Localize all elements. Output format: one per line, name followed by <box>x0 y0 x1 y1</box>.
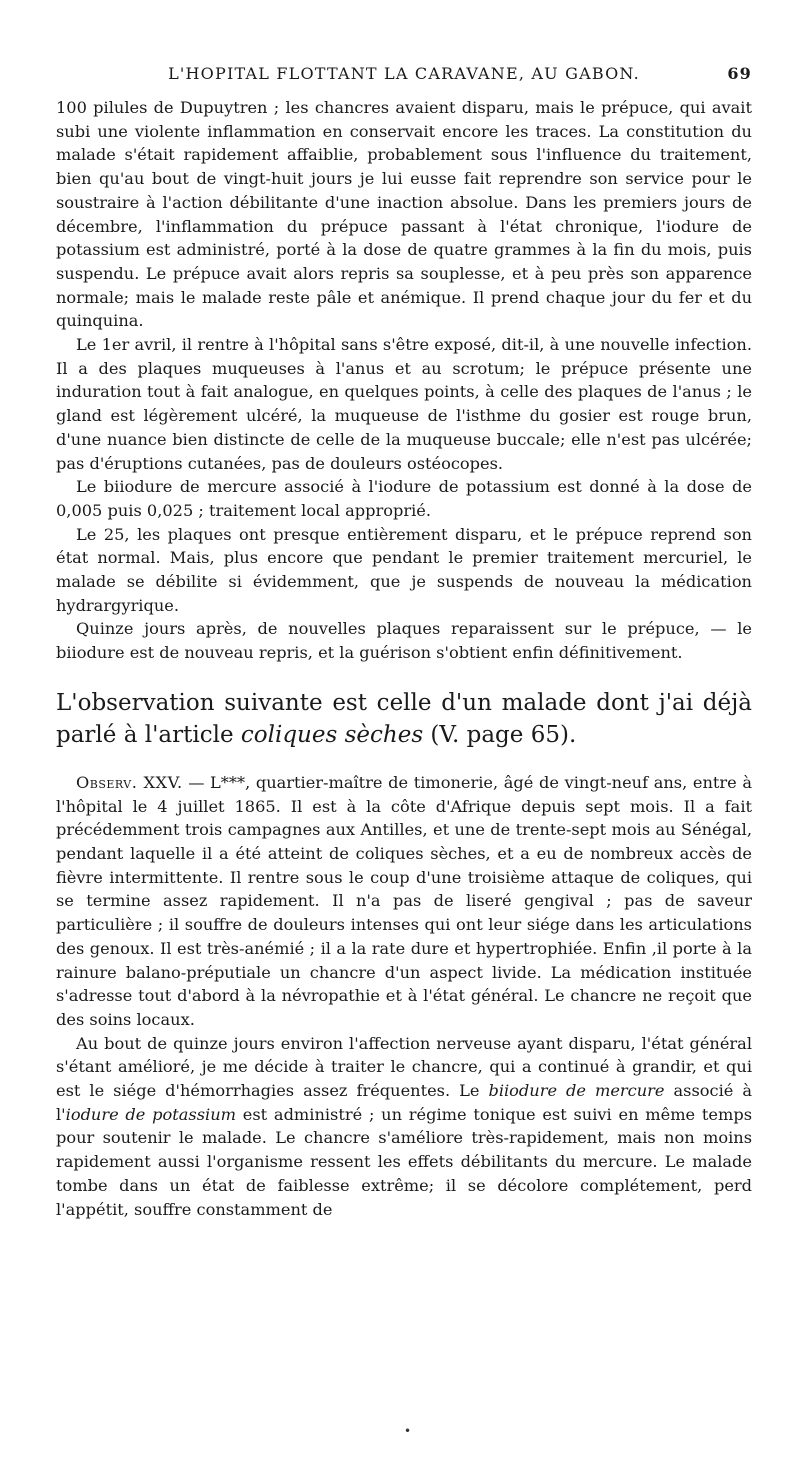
paragraph-treatment <box>56 1032 752 1222</box>
page-number: 69 <box>727 64 752 83</box>
observation-text: — L***, quartier-maître de timonerie, âgé de vingt-neuf ans, entre à l'hôpital le 4 juillet 1865. Il est à la côte d'Afrique depuis sept mois. Il a fait précédemment trois campagnes aux Antilles, et une de trente-sept mois au Sénégal, pendant laquelle il a été atteint de coliques sèches, et a eu de nombreux accès de fièvre intermittente. Il rentre sous le coup d'une troisième attaque de coliques, qui se termine assez rapidement. Il n'a pas de liseré gengival ; pas de saveur particulière ; il souffre de douleurs intenses qui ont leur siége dans les articulations des genoux. Il est très-anémié ; il a la rate dure et hypertrophiée. Enfin ,il porte à la rainure balano-préputiale un chancre d'un aspect livide. La médication instituée s'adresse tout d'abord à la névropathie et à l'état général. Le chancre ne reçoit que des soins locaux. <box>56 772 752 1029</box>
section-heading-text: L'observation suivante est celle d'un malade dont j'ai déjà parlé à l'article <box>56 689 752 748</box>
paragraph-5: Quinze jours après, de nouvelles plaques reparaissent sur le prépuce, — le biiodure est de nouveau repris, et la guérison s'obtient enfin définitivement. <box>56 619 752 663</box>
paragraph-2: Le 1er avril, il rentre à l'hôpital sans s'être exposé, dit-il, à une nouvelle infection. Il a des plaques muqueuses à l'anus et au scrotum; le prépuce présente une induration tout à fait analogue, en quelques points, à celle des plaques de l'anus ; le gland est légèrement ulcéré, la muqueuse de l'isthme du gosier est rouge brun, d'une nuance bien distincte de celle de la muqueuse buccale; elle n'est pas ulcérée; pas d'éruptions cutanées, pas de douleurs ostéocopes. <box>56 335 752 473</box>
paragraph-1: 100 pilules de Dupuytren ; les chancres avaient disparu, mais le prépuce, qui avait subi une violente inflammation en conservait encore les traces. La constitution du malade s'était rapidement affaiblie, probablement sous l'influence du traitement, bien qu'au bout de vingt-huit jours je lui eusse fait reprendre son service pour le soustraire à l'action débilitante d'une inaction absolue. Dans les premiers jours de décembre, l'inflammation du prépuce passant à l'état chronique, l'iodure de potassium est administré, porté à la dose de quatre grammes à la fin du mois, puis suspendu. Le prépuce avait alors repris sa souplesse, et à peu près son apparence normale; mais le malade reste pâle et anémique. Il prend chaque jour du fer et du quinquina. <box>56 98 752 331</box>
running-title: L'HOPITAL FLOTTANT LA CARAVANE, AU GABON. <box>168 64 640 83</box>
paragraph-3: Le biiodure de mercure associé à l'iodure de potassium est donné à la dose de 0,005 puis 0,025 ; traitement local approprié. <box>56 477 752 520</box>
treatment-text-1: Au bout de quinze jours environ l'affection nerveuse ayant disparu, l'état général s'étant amélioré, je me décide à traiter le chancre, qui a continué à grandir, et qui est le siége d'hémorrhagies assez fréquentes. Le <box>56 1033 752 1101</box>
paragraph-4: Le 25, les plaques ont presque entièrement disparu, et le prépuce reprend son état normal. Mais, plus encore que pendant le premier traitement mercuriel, le malade se débilite si évidemment, que je suspends de nouveau la médication hydrargyrique. <box>56 524 752 615</box>
treatment-text-3: est administré ; un régime tonique est suivi en même temps pour soutenir le malade. Le chancre s'améliore très-rapidement, mais non moins rapidement aussi l'organisme ressent les effets débilitants du mercure. Le malade tombe dans un état de faiblesse extrême; il se décolore complétement, perd l'appétit, souffre constamment de <box>56 1104 753 1219</box>
treatment-italic-1: biiodure de mercure <box>488 1081 665 1101</box>
section-heading-reference: (V. page 65). <box>423 721 577 748</box>
section-heading <box>56 687 752 751</box>
treatment-text-2: associé à l' <box>56 1081 752 1124</box>
section-heading-italic: coliques sèches <box>240 721 424 748</box>
observation-label: Observ. XXV. <box>76 772 183 792</box>
treatment-italic-2: iodure de potassium <box>65 1104 236 1124</box>
book-page <box>56 64 752 1221</box>
running-head <box>56 64 752 86</box>
observation-paragraph <box>56 771 752 1032</box>
footer-mark: • <box>404 1424 412 1438</box>
